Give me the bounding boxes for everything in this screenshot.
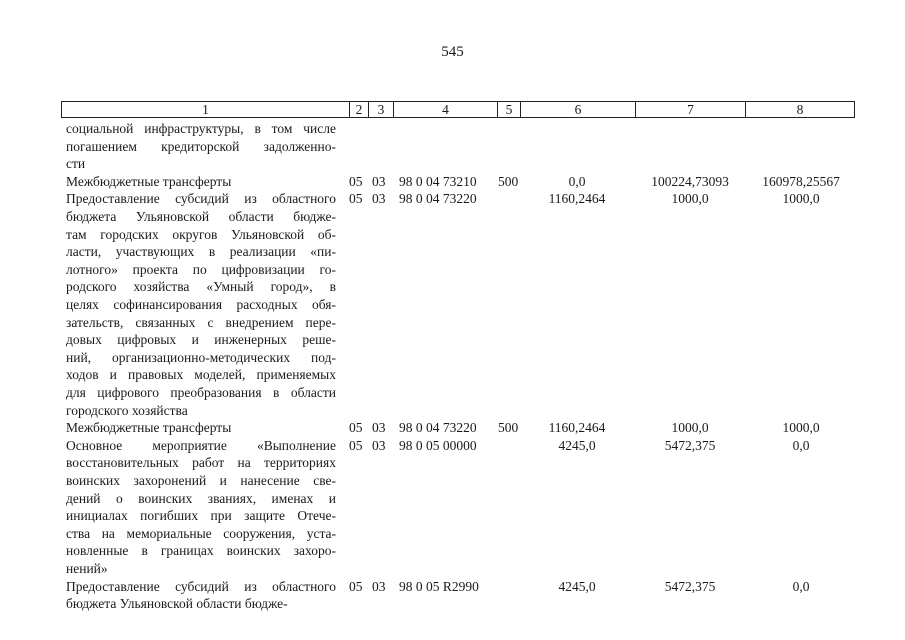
row-subsection-code: 03 — [372, 420, 386, 436]
row-value-col8: 1000,0 — [782, 420, 820, 436]
row-name — [66, 173, 336, 191]
row-value-col6: 4245,0 — [558, 437, 596, 453]
row-name-line: Межбюджетные трансферты — [66, 420, 232, 436]
header-col-5: 5 — [498, 102, 521, 117]
row-name — [66, 190, 336, 419]
row-target-article: 98 0 04 73210 — [399, 173, 477, 189]
header-col-7: 7 — [636, 102, 746, 117]
row-expense-type: 500 — [498, 420, 519, 436]
row-value-col7: 5472,375 — [664, 578, 716, 594]
row-expense-type: 500 — [498, 173, 519, 189]
row-name-line: бюджета Ульяновской области бюдже- — [66, 208, 336, 224]
row-name-line: Межбюджетные трансферты — [66, 173, 232, 189]
row-section-code: 05 — [349, 420, 363, 436]
row-section-code: 05 — [349, 578, 363, 594]
row-target-article: 98 0 04 73220 — [399, 420, 477, 436]
row-value-col6: 0,0 — [568, 173, 586, 189]
row-name-line: родского хозяйства «Умный город», в — [66, 279, 336, 295]
row-name — [66, 419, 336, 437]
row-name-line: ний, организационно-методических под- — [66, 349, 336, 365]
row-name-line: зательств, связанных с внедрением пере- — [66, 314, 336, 330]
row-name-line: Предоставление субсидий из областного — [66, 578, 336, 594]
row-name-line: городского хозяйства — [66, 402, 188, 418]
row-name-line: восстановительных работ на территориях — [66, 455, 336, 471]
row-name-line: сти — [66, 156, 86, 172]
row-name-line: воинских захоронений и нанесение све- — [66, 472, 336, 488]
row-value-col6: 1160,2464 — [548, 191, 606, 207]
row-name — [66, 120, 336, 173]
header-col-2: 2 — [350, 102, 369, 117]
header-col-8: 8 — [796, 102, 804, 117]
row-name-line: для цифрового преобразования в области — [66, 384, 336, 400]
row-target-article: 98 0 05 R2990 — [399, 578, 479, 594]
row-name-line: дений о воинских званиях, именах и — [66, 490, 336, 506]
row-name-line: там городских округов Ульяновской об- — [66, 226, 336, 242]
row-name-line: новленные в границах воинских захоро- — [66, 543, 336, 559]
row-target-article: 98 0 05 00000 — [399, 437, 477, 453]
row-target-article: 98 0 04 73220 — [399, 191, 477, 207]
row-name — [66, 437, 336, 578]
row-name-line: Предоставление субсидий из областного — [66, 191, 336, 207]
row-name-line: нений» — [66, 560, 108, 576]
row-name-line: лотного» проекта по цифровизации го- — [66, 261, 336, 277]
row-value-col8: 160978,25567 — [762, 173, 840, 189]
row-subsection-code: 03 — [372, 191, 386, 207]
row-value-col8: 0,0 — [792, 437, 810, 453]
row-value-col8: 1000,0 — [782, 191, 820, 207]
row-subsection-code: 03 — [372, 437, 386, 453]
row-name-line: бюджета Ульяновской области бюдже- — [66, 596, 288, 612]
header-col-1: 1 — [62, 102, 350, 117]
row-subsection-code: 03 — [372, 173, 386, 189]
header-col-6: 6 — [521, 102, 636, 117]
row-name-line: социальной инфраструктуры, в том числе — [66, 121, 336, 136]
row-name-line: ходов и правовых моделей, применяемых — [66, 367, 336, 383]
row-name-line: Основное мероприятие «Выполнение — [66, 437, 336, 453]
row-name-line: целях софинансирования расходных обя- — [66, 296, 336, 312]
row-name — [66, 578, 336, 613]
row-value-col7: 1000,0 — [671, 191, 709, 207]
row-name-line: ласти, участвующих в реализации «пи- — [66, 244, 336, 260]
row-section-code: 05 — [349, 173, 363, 189]
row-value-col8: 0,0 — [792, 578, 810, 594]
page-number: 545 — [441, 44, 464, 60]
row-value-col6: 4245,0 — [558, 578, 596, 594]
row-name-line: довых цифровых и инженерных реше- — [66, 332, 336, 348]
row-section-code: 05 — [349, 191, 363, 207]
row-value-col7: 5472,375 — [664, 437, 716, 453]
row-value-col6: 1160,2464 — [548, 420, 606, 436]
row-name-line: погашением кредиторской задолженно- — [66, 138, 336, 154]
row-value-col7: 1000,0 — [671, 420, 709, 436]
row-name-line: инициалах погибших при защите Отече- — [66, 508, 336, 524]
row-value-col7: 100224,73093 — [651, 173, 729, 189]
row-subsection-code: 03 — [372, 578, 386, 594]
header-col-4: 4 — [394, 102, 498, 117]
row-section-code: 05 — [349, 437, 363, 453]
header-col-3: 3 — [369, 102, 394, 117]
row-name-line: ства на мемориальные сооружения, уста- — [66, 525, 336, 541]
